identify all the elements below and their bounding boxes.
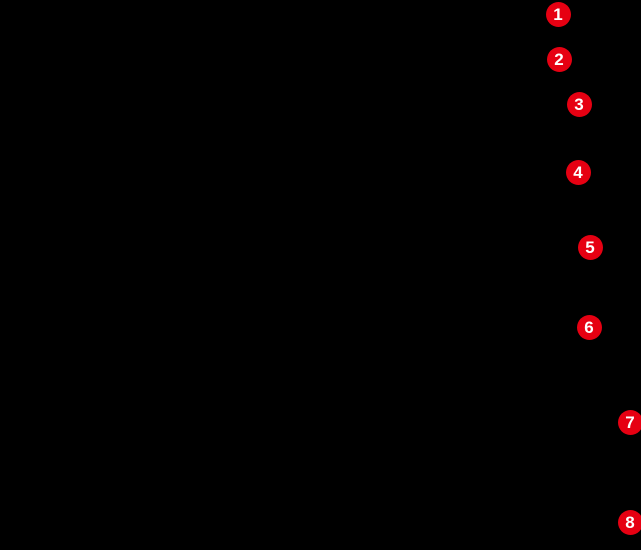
- annotation-badge-6: 6: [577, 315, 602, 340]
- annotation-badge-4: 4: [566, 160, 591, 185]
- annotation-badge-1: 1: [546, 2, 571, 27]
- annotation-badge-3: 3: [567, 92, 592, 117]
- annotation-badge-2: 2: [547, 47, 572, 72]
- annotation-badge-5: 5: [578, 235, 603, 260]
- annotation-badge-7: 7: [618, 410, 641, 435]
- annotation-badge-8: 8: [618, 510, 641, 535]
